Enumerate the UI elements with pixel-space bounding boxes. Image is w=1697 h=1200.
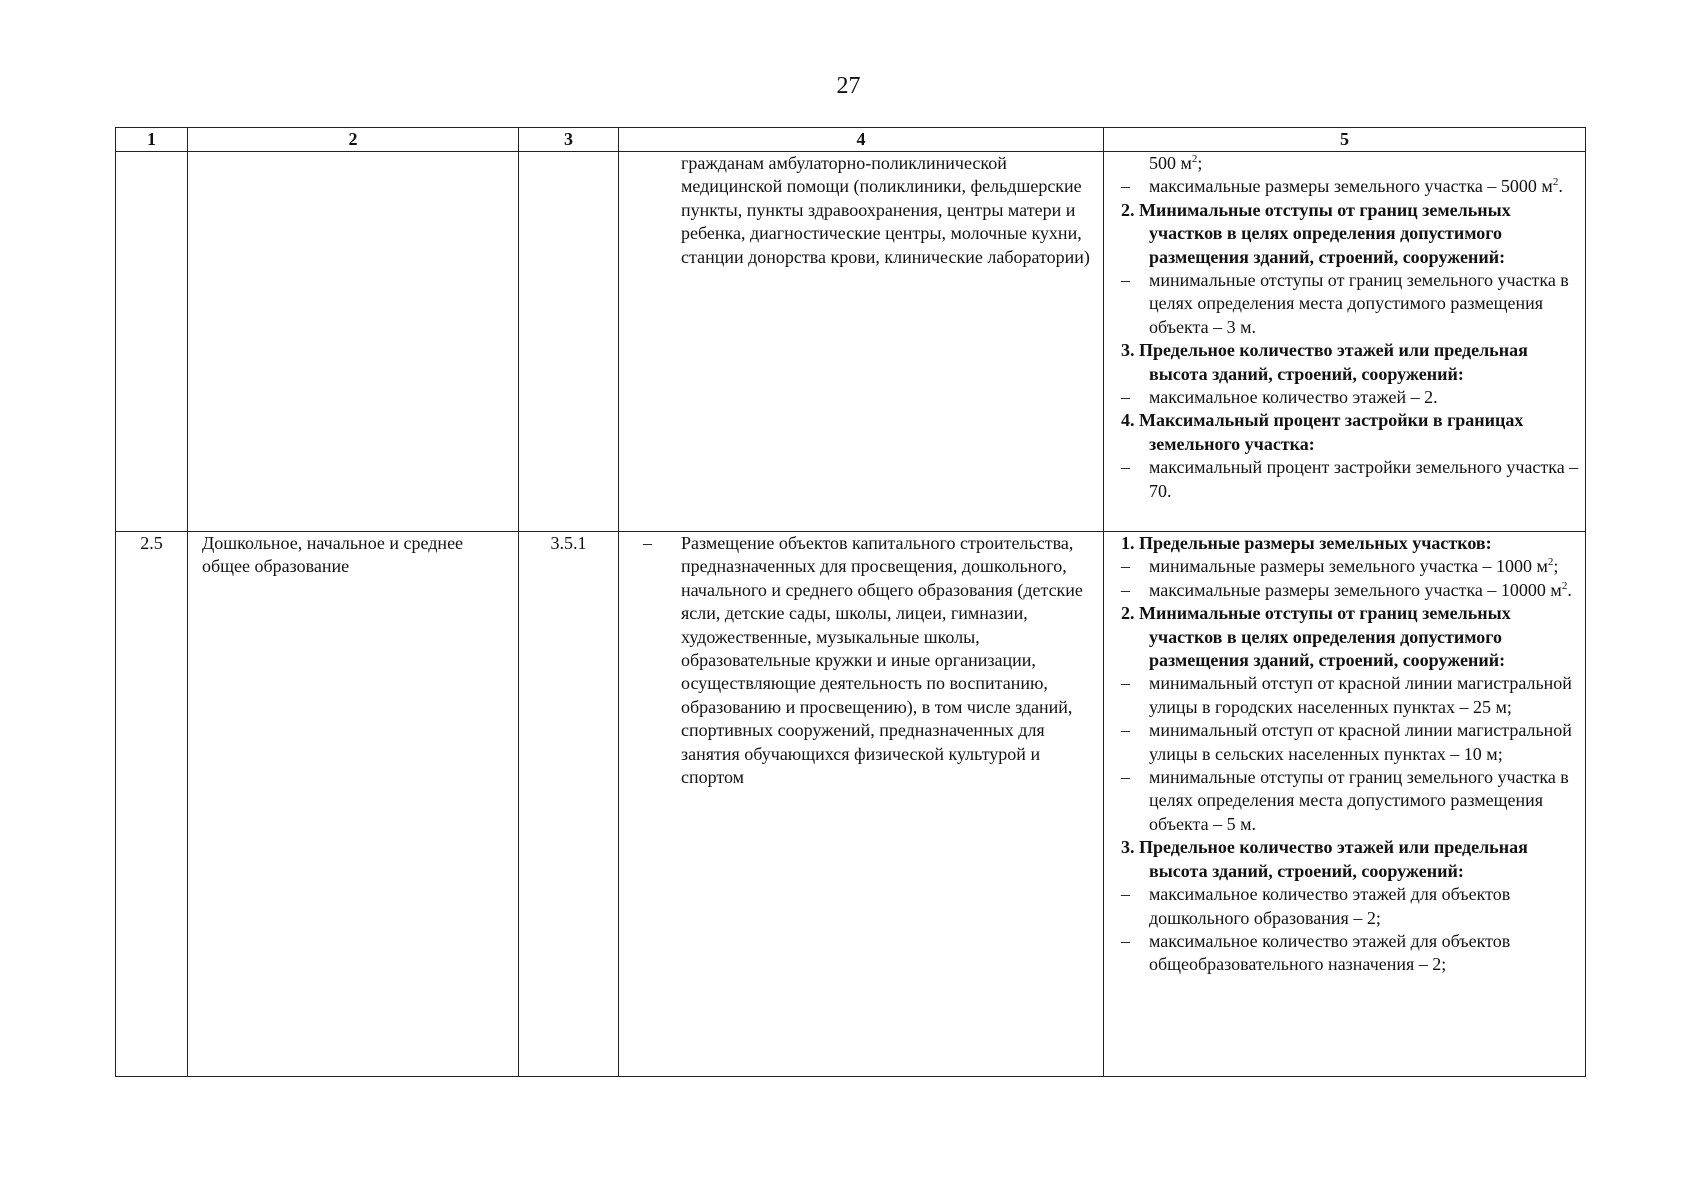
- header-row: [116, 128, 1586, 152]
- table-row: [116, 532, 1586, 1077]
- row2-col1: [116, 532, 188, 1077]
- header-col-3: 3: [519, 128, 619, 152]
- parameter-item: – максимальный процент застройки земельного участка – 70.: [1121, 457, 1579, 501]
- parameter-item: – максимальные размеры земельного участка – 10000 $м^2$.: [1121, 579, 1572, 600]
- parameter-item: – минимальные отступы от границ земельного участка в целях определения места допустимого размещения объекта – 5 м.: [1121, 767, 1569, 834]
- dash-marker: –: [643, 533, 652, 553]
- parameter-continuation: 500 $м^2$;: [1149, 153, 1203, 173]
- parameter-heading: 3. Предельное количество этажей или предельная высота зданий, строений, сооружений:: [1121, 340, 1528, 384]
- parameter-item: – максимальные размеры земельного участка – 5000 $м^2$.: [1121, 176, 1563, 197]
- page-number: 27: [836, 73, 861, 99]
- header-col-4: 4: [619, 128, 1104, 152]
- row1-col5: [1104, 152, 1586, 532]
- row2-col3: [519, 532, 619, 1077]
- row1-col3: [519, 152, 619, 532]
- parameter-heading: 2. Минимальные отступы от границ земельных участков в целях определения допустимого размещения зданий, строений, сооружений:: [1121, 603, 1511, 671]
- parameter-item: – максимальное количество этажей для объектов общеобразовательного назначения – 2;: [1121, 930, 1511, 975]
- use-code: 3.5.1: [550, 533, 587, 553]
- row1-use-description: гражданам амбулаторно-поликлинической медицинской помощи (поликлиники, фельдшерские пункты, пункты здравоохранения, центры матери и ребенка, диагностические центры, молочные кухни, станции донорства крови, клинические лаборатории): [681, 153, 1090, 267]
- use-type-name: Дошкольное, начальное и среднее общее образование: [202, 533, 464, 577]
- row-number: 2.5: [140, 533, 163, 553]
- row1-col2: [188, 152, 519, 532]
- row2-col4: [619, 532, 1104, 1077]
- row2-col2: [188, 532, 519, 1077]
- parameter-heading: 2. Минимальные отступы от границ земельных участков в целях определения допустимого размещения зданий, строений, сооружений:: [1121, 199, 1511, 267]
- parameter-item: – минимальные размеры земельного участка – 1000 $м^2$;: [1121, 556, 1559, 577]
- parameter-item: – максимальное количество этажей – 2.: [1121, 387, 1438, 408]
- parameter-item: – максимальное количество этажей для объектов дошкольного образования – 2;: [1121, 884, 1511, 928]
- row2-col5: [1104, 532, 1586, 1077]
- table-row: [116, 152, 1586, 532]
- row1-col4: [619, 152, 1104, 532]
- parameter-item: – минимальный отступ от красной линии магистральной улицы в сельских населенных пунктах – 10 м;: [1121, 720, 1572, 764]
- parameter-item: – минимальный отступ от красной линии магистральной улицы в городских населенных пунктах – 25 м;: [1121, 673, 1572, 717]
- header-col-2: 2: [188, 128, 519, 152]
- row2-use-description: Размещение объектов капитального строительства, предназначенных для просвещения, дошкольного, начального и среднего общего образования (детские ясли, детские сады, школы, лицеи, гимназии, художественные, музыкальные школы, образовательные кружки и иные организации, осуществляющие деятельность по воспитанию, образованию и просвещению), в том числе зданий, спортивных сооружений, предназначенных для занятия обучающихся физической культурой и спортом: [681, 533, 1083, 788]
- parameter-heading: 4. Максимальный процент застройки в границах земельного участка:: [1121, 410, 1524, 454]
- parameter-heading: 3. Предельное количество этажей или предельная высота зданий, строений, сооружений:: [1121, 837, 1528, 881]
- parameter-heading: 1. Предельные размеры земельных участков:: [1121, 533, 1492, 553]
- header-col-1: 1: [116, 128, 188, 152]
- header-col-5: 5: [1104, 128, 1586, 152]
- parameter-item: – минимальные отступы от границ земельного участка в целях определения места допустимого размещения объекта – 3 м.: [1121, 270, 1569, 337]
- zoning-table: [115, 127, 1586, 1077]
- row1-col1: [116, 152, 188, 532]
